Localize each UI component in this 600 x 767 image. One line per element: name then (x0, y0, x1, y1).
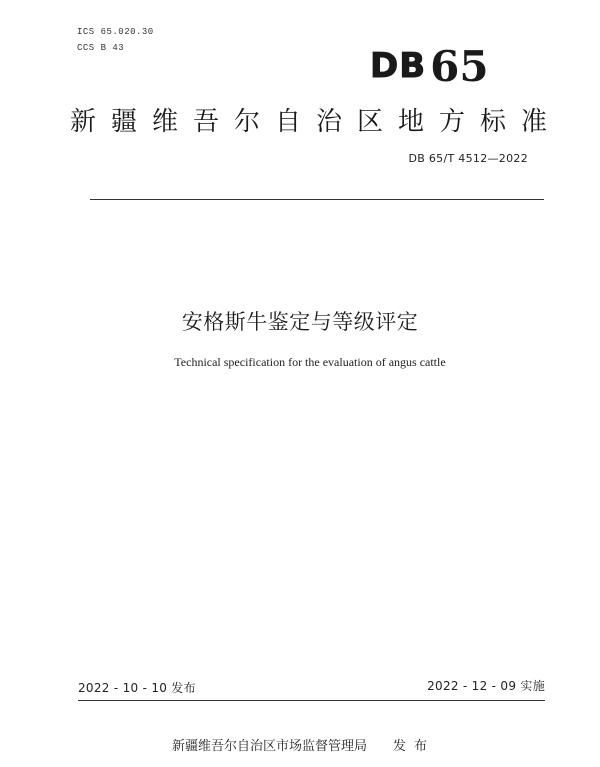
document-title: 安格斯牛鉴定与等级评定 (181, 310, 419, 334)
issue-date: 2022 - 10 - 10 发布 (78, 681, 196, 695)
issuer-name: 新疆维吾尔自治区市场监督管理局 (172, 739, 368, 754)
footer-divider (78, 700, 545, 701)
issuing-authority (172, 735, 435, 754)
ccs-code: CCS B 43 (77, 43, 125, 53)
issuer-verb: 发布 (393, 739, 436, 754)
effective-date: 2022 - 12 - 09 实施 (427, 679, 545, 693)
db-logo (370, 40, 489, 92)
classification-codes (77, 24, 154, 56)
standard-type-heading: 新疆维吾尔自治区地方标准 (70, 107, 563, 137)
ics-code: ICS 65.020.30 (77, 27, 154, 37)
standard-code: DB 65/T 4512—2022 (408, 152, 528, 165)
logo-region-number: 65 (430, 41, 489, 91)
logo-db-text: DB (370, 46, 427, 86)
document-subtitle-english: Technical specification for the evaluation of angus cattle (174, 355, 446, 369)
header-divider (90, 199, 544, 200)
